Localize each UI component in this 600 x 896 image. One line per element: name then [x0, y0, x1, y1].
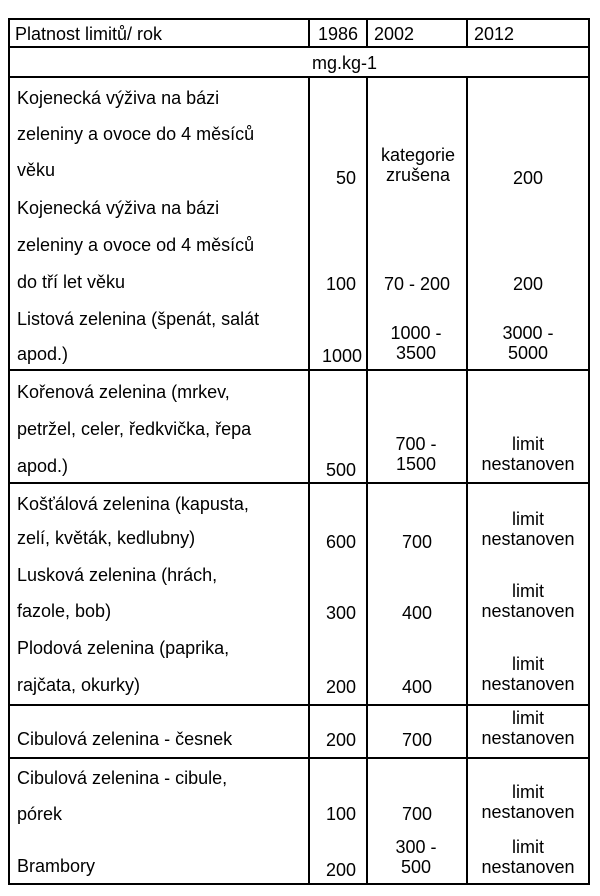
- unit-label: mg.kg-1: [312, 53, 378, 73]
- row-name-line: Cibulová zelenina - česnek: [17, 729, 233, 749]
- row-name-line: Kořenová zelenina (mrkev,: [17, 382, 230, 402]
- table-border-right: [588, 18, 590, 885]
- row-name-line: petržel, celer, ředkvička, řepa: [17, 419, 252, 439]
- row-name-line: Listová zelenina (špenát, salát: [17, 309, 260, 329]
- value-2012: limit nestanoven: [481, 837, 575, 877]
- row-name-line: Cibulová zelenina - cibule,: [17, 768, 228, 788]
- value-1986: 50: [335, 168, 356, 188]
- value-2012: 200: [512, 274, 544, 294]
- value-2002: kategorie zrušena: [380, 145, 456, 185]
- table-border-top: [8, 18, 590, 20]
- row-divider: [8, 482, 590, 484]
- value-2002: 300 - 500: [395, 837, 437, 877]
- value-1986: 300: [325, 603, 356, 623]
- row-name-line: apod.): [17, 344, 69, 364]
- value-1986: 100: [325, 274, 356, 294]
- value-1986: 200: [325, 860, 356, 880]
- col-divider: [466, 76, 468, 885]
- row-divider: [8, 76, 590, 78]
- value-2002: 700: [401, 532, 433, 552]
- row-name-line: pórek: [17, 804, 63, 824]
- value-1986: 100: [325, 804, 356, 824]
- value-2012: limit nestanoven: [481, 434, 575, 474]
- table-border-left: [8, 18, 10, 885]
- row-name-line: zeleniny a ovoce do 4 měsíců: [17, 124, 255, 144]
- value-1986: 500: [325, 460, 356, 480]
- value-2012: 3000 - 5000: [502, 323, 554, 363]
- value-1986: 1000: [321, 346, 362, 366]
- header-year-2012: 2012: [474, 24, 515, 44]
- row-name-line: zeleniny a ovoce od 4 měsíců: [17, 235, 255, 255]
- table-border-bottom: [8, 883, 590, 885]
- header-label: Platnost limitů/ rok: [15, 24, 163, 44]
- row-divider: [8, 369, 590, 371]
- row-name-line: Kojenecká výživa na bázi: [17, 198, 220, 218]
- value-2002: 700: [401, 804, 433, 824]
- row-name-line: Kojenecká výživa na bázi: [17, 88, 220, 108]
- value-2012: limit nestanoven: [481, 581, 575, 621]
- row-name-line: Košťálová zelenina (kapusta,: [17, 494, 249, 514]
- value-2002: 700: [401, 730, 433, 750]
- row-divider: [8, 704, 590, 706]
- value-1986: 600: [325, 532, 356, 552]
- row-name-line: Plodová zelenina (paprika,: [17, 638, 230, 658]
- row-name-line: apod.): [17, 456, 69, 476]
- value-2002: 70 - 200: [383, 274, 451, 294]
- value-1986: 200: [325, 677, 356, 697]
- value-2002: 1000 - 3500: [390, 323, 442, 363]
- value-1986: 200: [325, 730, 356, 750]
- value-2012: limit nestanoven: [481, 708, 575, 748]
- row-name-line: věku: [17, 160, 56, 180]
- col-divider: [366, 18, 368, 48]
- value-2012: limit nestanoven: [481, 782, 575, 822]
- value-2012: limit nestanoven: [481, 509, 575, 549]
- value-2012: 200: [512, 168, 544, 188]
- col-divider: [308, 76, 310, 885]
- header-year-2002: 2002: [374, 24, 415, 44]
- limits-table: [8, 18, 590, 885]
- row-name-line: Lusková zelenina (hrách,: [17, 565, 218, 585]
- row-divider: [8, 46, 590, 48]
- col-divider: [366, 76, 368, 885]
- row-name-line: Brambory: [17, 856, 96, 876]
- header-year-1986: 1986: [317, 24, 359, 44]
- value-2002: 400: [401, 677, 433, 697]
- value-2002: 400: [401, 603, 433, 623]
- row-name-line: do tří let věku: [17, 272, 126, 292]
- value-2012: limit nestanoven: [481, 654, 575, 694]
- row-name-line: zelí, květák, kedlubny): [17, 528, 196, 548]
- col-divider: [466, 18, 468, 48]
- value-2002: 700 - 1500: [395, 434, 437, 474]
- row-name-line: fazole, bob): [17, 601, 112, 621]
- row-name-line: rajčata, okurky): [17, 675, 141, 695]
- row-divider: [8, 757, 590, 759]
